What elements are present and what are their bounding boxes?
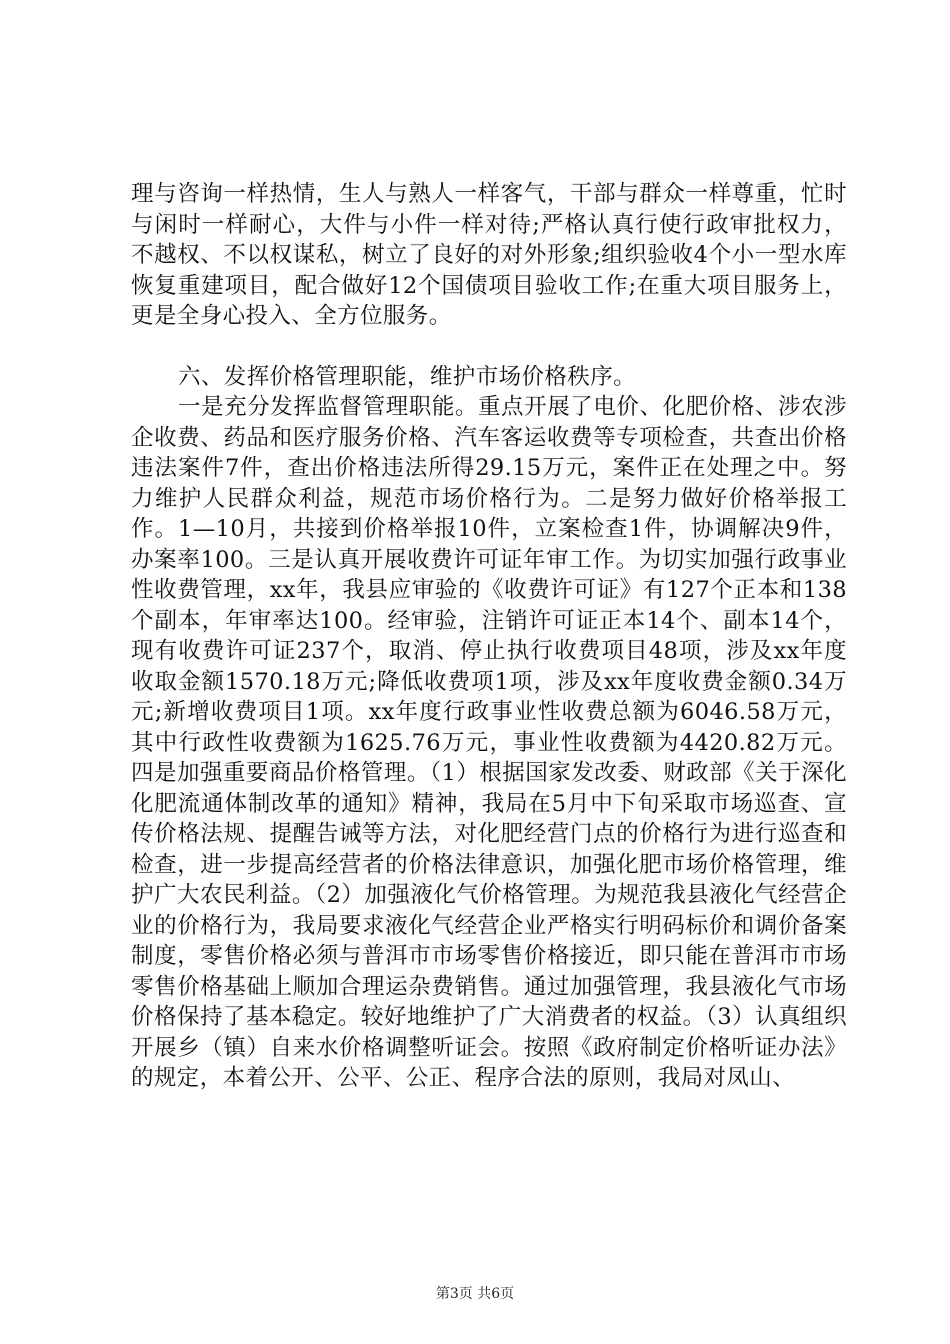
body-paragraph-2: 一是充分发挥监督管理职能。重点开展了电价、化肥价格、涉农涉企收费、药品和医疗服务价格、汽车客运收费等专项检查，共查出价格违法案件7件，查出价格违法所得29.15万元，案件正在处理之中。努力维护人民群众利益，规范市场价格行为。二是努力做好价格举报工作。1—10月，共接到价格举报10件，立案检查1件，协调解决9件，办案率100。三是认真开展收费许可证年审工作。为切实加强行政事业性收费管理，xx年，我县应审验的《收费许可证》有127个正本和138个副本，年审率达100。经审验，注销许可证正本14个、副本14个，现有收费许可证237个，取消、停止执行收费项目48项，涉及xx年度收取金额1570.18万元;降低收费项1项，涉及xx年度收费金额0.34万元;新增收费项目1项。xx年度行政事业性收费总额为6046.58万元，其中行政性收费额为1625.76万元，事业性收费额为4420.82万元。四是加强重要商品价格管理。（1）根据国家发改委、财政部《关于深化化肥流通体制改革的通知》精神，我局在5月中下旬采取市场巡查、宣传价格法规、提醒告诫等方法，对化肥经营门点的价格行为进行巡查和检查，进一步提高经营者的价格法律意识，加强化肥市场价格管理，维护广大农民利益。（2）加强液化气价格管理。为规范我县液化气经营企业的价格行为，我局要求液化气经营企业严格实行明码标价和调价备案制度，零售价格必须与普洱市市场零售价格接近，即只能在普洱市市场零售价格基础上顺加合理运杂费销售。通过加强管理，我县液化气市场价格保持了基本稳定。较好地维护了广大消费者的权益。（3）认真组织开展乡（镇）自来水价格调整听证会。按照《政府制定价格听证办法》的规定，本着公开、公平、公正、程序合法的原则，我局对凤山、 — [131, 394, 847, 1091]
section-heading: 六、发挥价格管理职能，维护市场价格秩序。 — [178, 364, 637, 390]
page-number-footer: 第3页 共6页 — [435, 1286, 515, 1302]
body-paragraph-1: 理与咨询一样热情，生人与熟人一样客气，干部与群众一样尊重，忙时与闲时一样耐心，大件与小件一样对待;严格认真行使行政审批权力，不越权、不以权谋私，树立了良好的对外形象;组织验收4个小一型水库恢复重建项目，配合做好12个国债项目验收工作;在重大项目服务上，更是全身心投入、全方位服务。 — [131, 181, 847, 329]
